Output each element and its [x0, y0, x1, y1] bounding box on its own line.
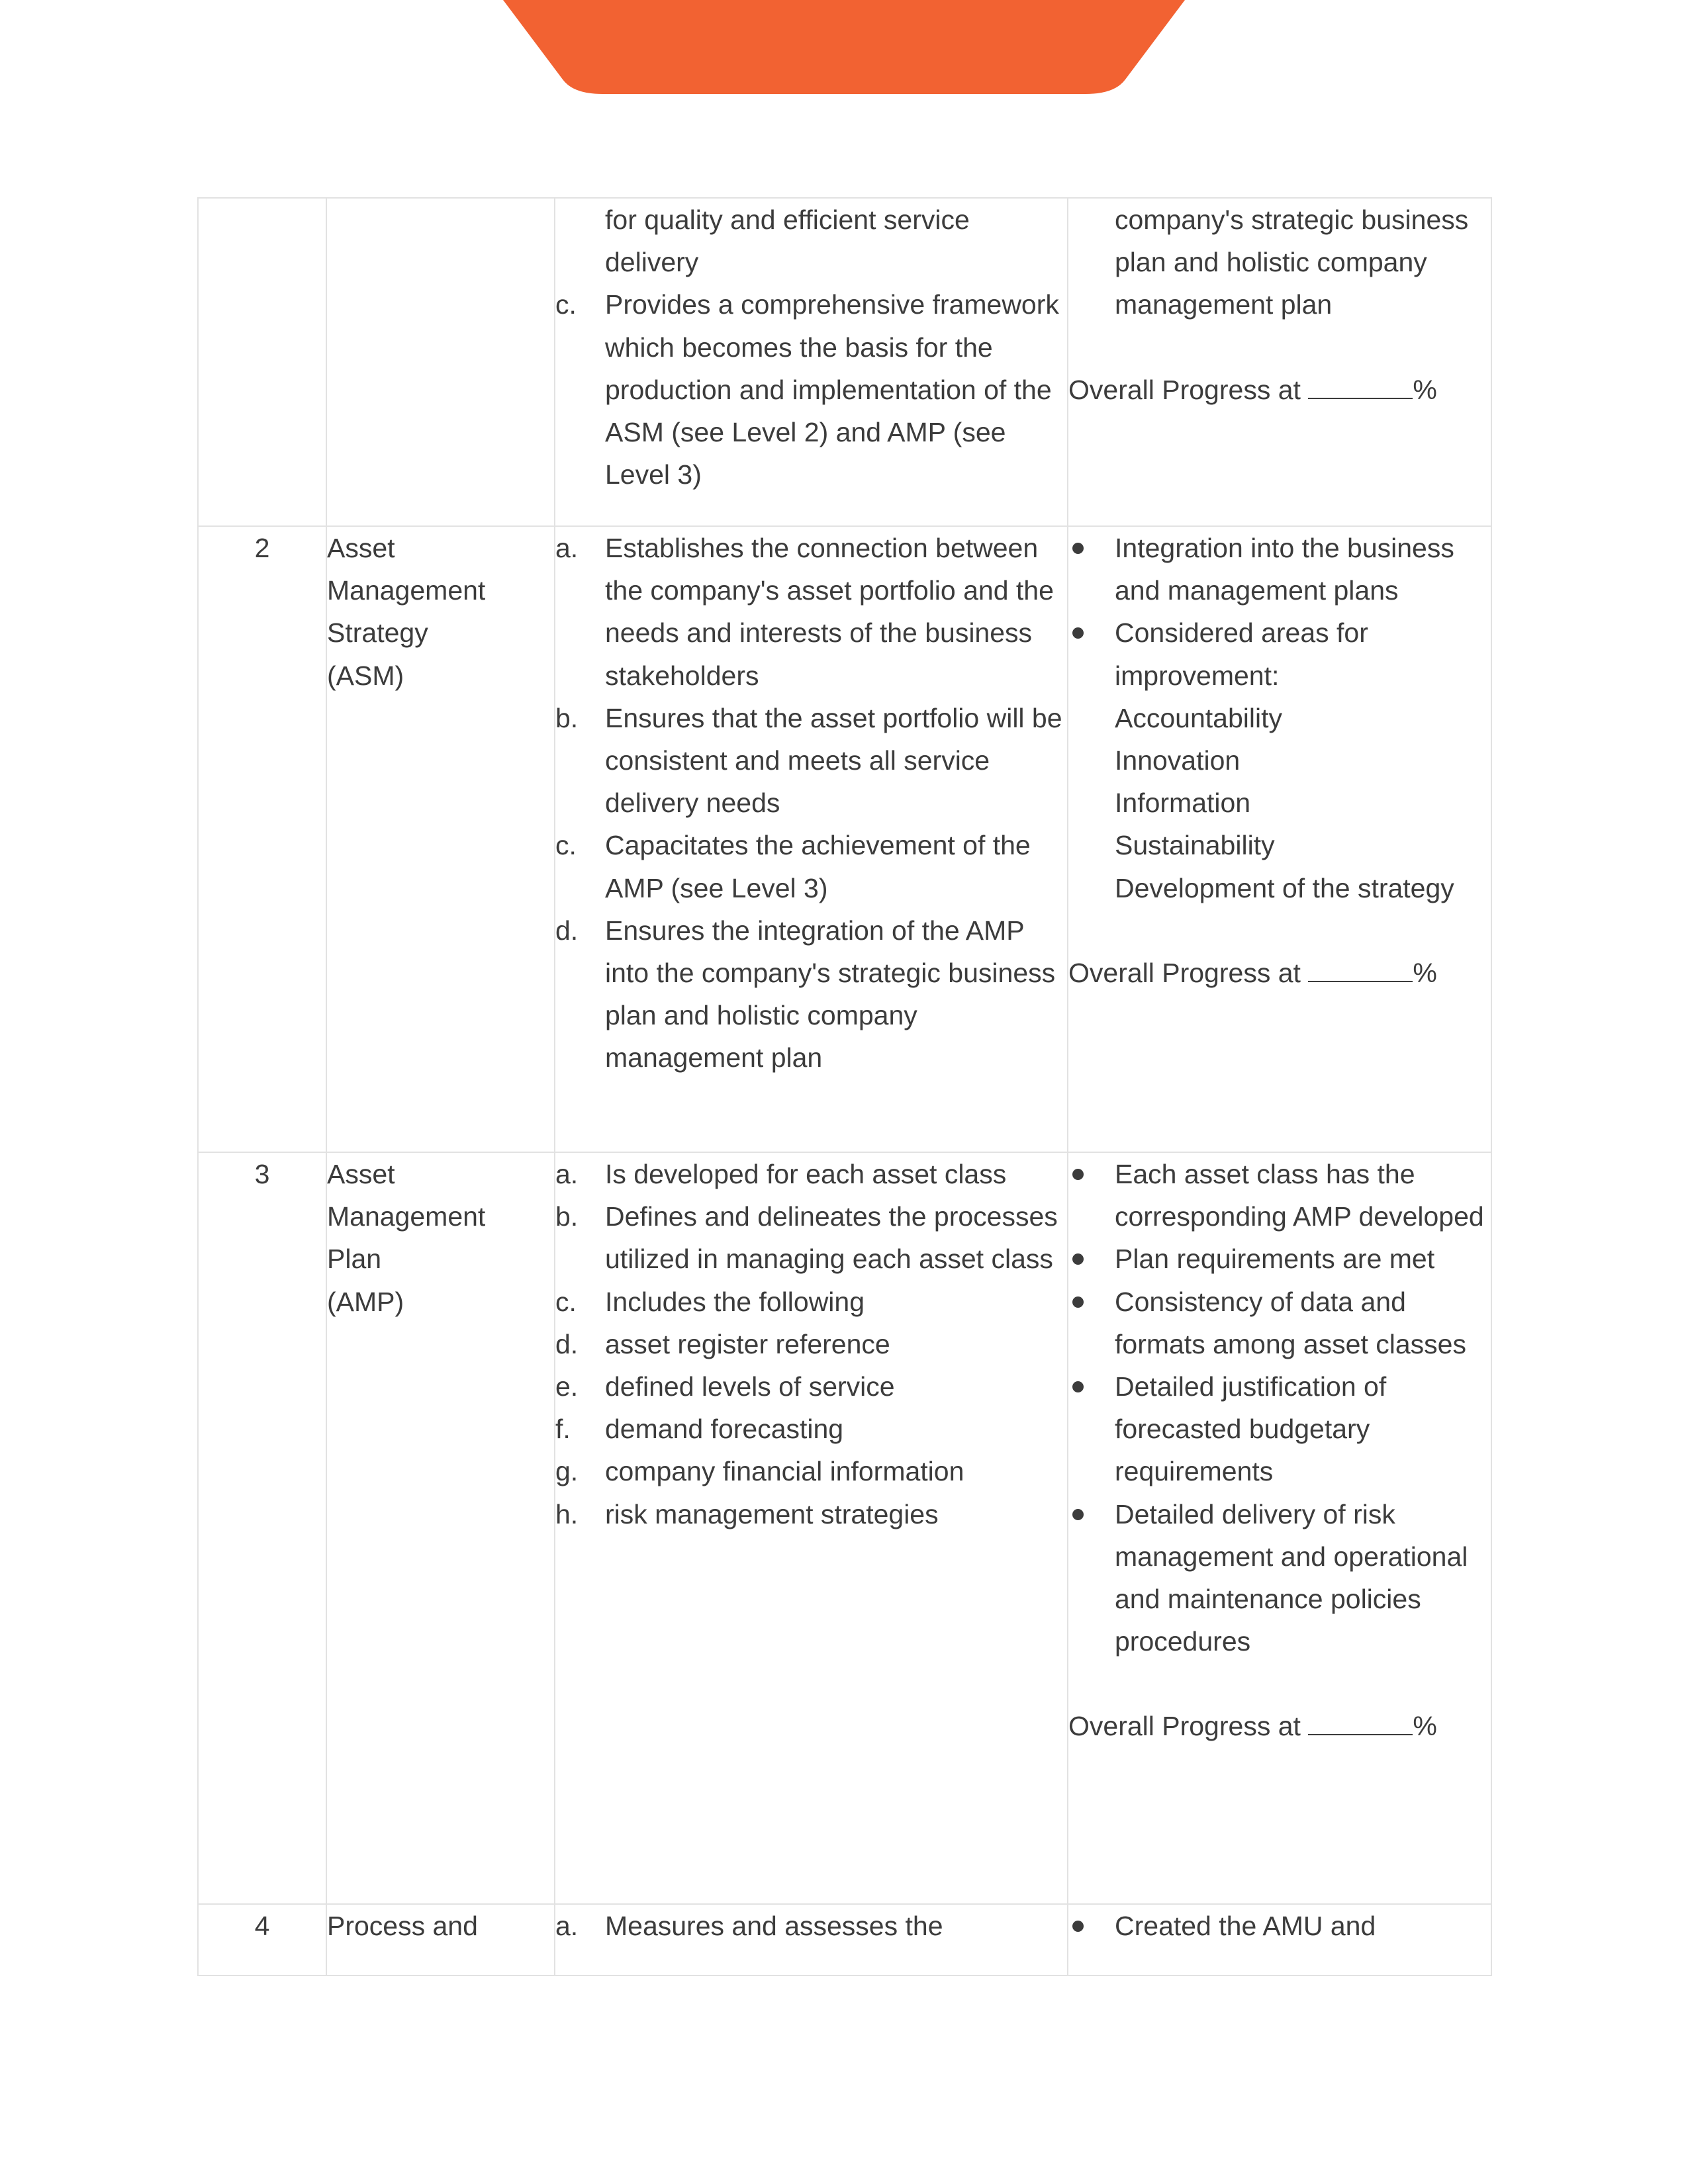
criteria-text: risk management strategies: [605, 1498, 939, 1529]
level-name-line: Asset: [327, 1159, 395, 1189]
progress-label: Overall Progress at: [1068, 374, 1301, 405]
indicator-item: [1068, 612, 1491, 696]
indicator-item: [1068, 1365, 1491, 1493]
level-name-line: Asset: [327, 533, 395, 563]
level-number-cell: [198, 526, 326, 1152]
criteria-item: [555, 1493, 1067, 1535]
criteria-marker: c.: [555, 289, 577, 320]
criteria-text: Measures and assesses the: [605, 1911, 943, 1941]
level-name-cell: [326, 198, 555, 526]
criteria-item: [555, 1153, 1067, 1195]
criteria-item: [555, 1365, 1067, 1408]
level-number: 4: [254, 1911, 270, 1941]
overall-progress: [1068, 1705, 1491, 1747]
criteria-cell: [555, 526, 1068, 1152]
criteria-cell: [555, 198, 1068, 526]
criteria-marker: a.: [555, 533, 579, 563]
level-number-cell: [198, 1152, 326, 1904]
progress-suffix: %: [1413, 374, 1437, 405]
criteria-marker: c.: [555, 830, 577, 861]
criteria-marker: h.: [555, 1498, 579, 1529]
progress-label: Overall Progress at: [1068, 1711, 1301, 1742]
criteria-text: company financial information: [605, 1456, 964, 1487]
table-row: [198, 1152, 1491, 1904]
bullet-icon: [1068, 1493, 1115, 1663]
criteria-marker: d.: [555, 915, 579, 946]
criteria-item: [555, 824, 1067, 909]
criteria-marker: g.: [555, 1456, 579, 1487]
criteria-item: [555, 1323, 1067, 1365]
bullet-icon: [1068, 1905, 1115, 1947]
indicator-subline: Development of the strategy: [1115, 872, 1454, 903]
bullet-icon: [1068, 527, 1115, 612]
indicator-text: Each asset class has the corresponding AMP developed: [1115, 1159, 1484, 1232]
criteria-item: [555, 697, 1067, 825]
criteria-text: asset register reference: [605, 1328, 890, 1359]
level-name-cell: [326, 1904, 555, 1976]
indicator-text: Plan requirements are met: [1115, 1244, 1435, 1275]
criteria-text: Is developed for each asset class: [605, 1159, 1007, 1189]
criteria-marker: e.: [555, 1371, 579, 1402]
criteria-item: [555, 909, 1067, 1079]
level-name-cell: [326, 526, 555, 1152]
indicator-text: Integration into the business and management plans: [1115, 533, 1454, 606]
criteria-cell: [555, 1904, 1068, 1976]
progress-suffix: %: [1413, 1711, 1437, 1742]
level-name-cell: [326, 1152, 555, 1904]
criteria-text: demand forecasting: [605, 1414, 844, 1445]
criteria-text: Provides a comprehensive framework which becomes the basis for the production and implementation of the ASM (see Level 2) and AMP (see Level 3): [605, 289, 1059, 490]
indicator-text: Consistency of data and formats among asset classes: [1115, 1286, 1466, 1359]
indicator-item: [1068, 527, 1491, 612]
level-name-line: Strategy: [327, 617, 428, 649]
progress-label: Overall Progress at: [1068, 957, 1301, 988]
level-number-cell: [198, 198, 326, 526]
criteria-item: [555, 1905, 1067, 1947]
bullet-icon: [1068, 1238, 1115, 1280]
level-number: 3: [254, 1159, 270, 1189]
table-row: [198, 198, 1491, 526]
level-name-line: Plan: [327, 1244, 382, 1275]
bullet-icon: [1068, 1281, 1115, 1365]
table-row: [198, 526, 1491, 1152]
indicator-text: Detailed delivery of risk management and operational and maintenance policies procedures: [1115, 1498, 1468, 1657]
overall-progress: [1068, 369, 1491, 411]
overall-progress: [1068, 952, 1491, 994]
indicator-item: [1068, 1238, 1491, 1280]
level-name-line: Management: [327, 575, 486, 606]
indicator-text: Created the AMU and: [1115, 1911, 1376, 1941]
indicator-subline: Information: [1115, 788, 1251, 819]
criteria-continued-text: for quality and efficient service delivery: [605, 205, 970, 278]
criteria-cell: [555, 1152, 1068, 1904]
indicator-text: Detailed justification of forecasted budgetary requirements: [1115, 1371, 1387, 1487]
table-row: [198, 1904, 1491, 1976]
criteria-marker: b.: [555, 702, 579, 733]
progress-blank-field[interactable]: [1308, 1707, 1413, 1735]
indicator-item: [1068, 1281, 1491, 1365]
bullet-icon: [1068, 1365, 1115, 1493]
indicators-cell: [1068, 1904, 1491, 1976]
indicator-item: [1068, 1905, 1491, 1947]
criteria-item: [555, 1450, 1067, 1492]
progress-suffix: %: [1413, 957, 1437, 988]
assessment-table: [197, 197, 1492, 1976]
criteria-item: [555, 1281, 1067, 1323]
criteria-item: [555, 527, 1067, 697]
indicator-item: [1068, 1493, 1491, 1663]
indicator-text: Considered areas for improvement:: [1115, 617, 1368, 691]
criteria-text: Capacitates the achievement of the AMP (see Level 3): [605, 830, 1031, 903]
criteria-marker: f.: [555, 1414, 571, 1445]
criteria-item: [555, 1408, 1067, 1450]
indicator-subline: Sustainability: [1115, 830, 1275, 861]
criteria-text: Ensures the integration of the AMP into the company's strategic business plan and holistic company management plan: [605, 915, 1056, 1073]
criteria-text: defined levels of service: [605, 1371, 895, 1402]
indicators-cell: [1068, 1152, 1491, 1904]
criteria-text: Establishes the connection between the company's asset portfolio and the needs and interests of the business stakeholders: [605, 533, 1054, 691]
indicators-cell: [1068, 526, 1491, 1152]
criteria-marker: c.: [555, 1286, 577, 1317]
progress-blank-field[interactable]: [1308, 371, 1413, 399]
header-accent-tab: [490, 0, 1198, 94]
level-number: 2: [254, 533, 270, 563]
level-name-line: Process and: [327, 1911, 478, 1941]
level-number-cell: [198, 1904, 326, 1976]
level-name-line: Management: [327, 1201, 486, 1232]
bullet-icon: [1068, 612, 1115, 696]
indicator-continued-text: company's strategic business plan and holistic company management plan: [1115, 205, 1469, 320]
criteria-text: Includes the following: [605, 1286, 865, 1317]
criteria-text: Ensures that the asset portfolio will be consistent and meets all service delivery needs: [605, 702, 1062, 819]
level-name-line: (ASM): [327, 660, 404, 691]
criteria-item: [555, 283, 1067, 496]
indicator-item: [1068, 1153, 1491, 1238]
criteria-marker: b.: [555, 1201, 579, 1232]
level-name-line: (AMP): [327, 1286, 404, 1317]
criteria-marker: d.: [555, 1328, 579, 1359]
progress-blank-field[interactable]: [1308, 954, 1413, 982]
indicators-cell: [1068, 198, 1491, 526]
criteria-text: Defines and delineates the processes utilized in managing each asset class: [605, 1201, 1058, 1275]
criteria-marker: a.: [555, 1911, 579, 1941]
indicator-subline: Accountability: [1115, 702, 1282, 733]
criteria-item: [555, 1195, 1067, 1280]
criteria-marker: a.: [555, 1159, 579, 1189]
bullet-icon: [1068, 1153, 1115, 1238]
indicator-subline: Innovation: [1115, 745, 1241, 776]
